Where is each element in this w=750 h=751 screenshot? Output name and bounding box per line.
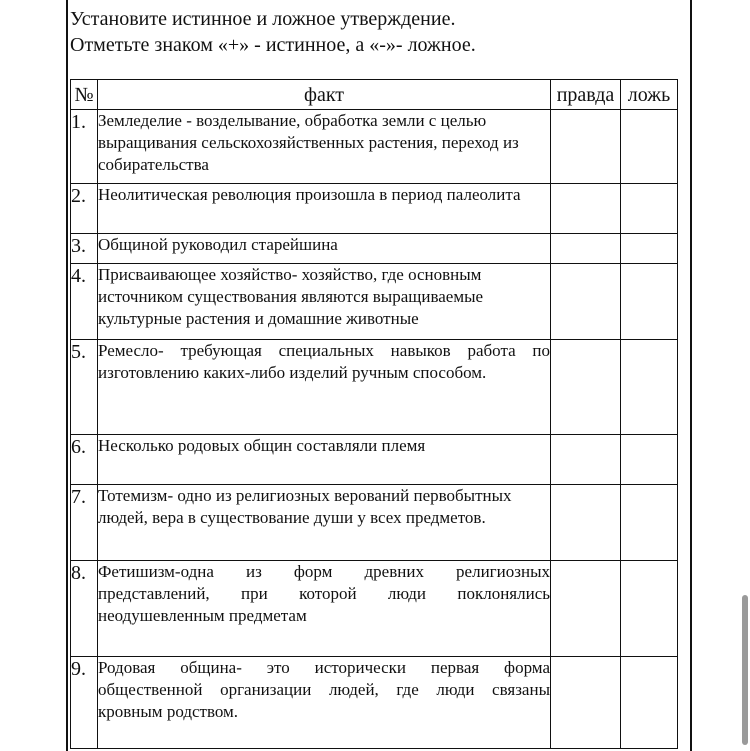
false-mark-cell[interactable] [621,561,678,657]
table-row [71,110,678,184]
table-row [71,657,678,749]
true-mark-cell[interactable] [551,561,621,657]
header-fact: факт [98,80,551,110]
true-mark-cell[interactable] [551,435,621,485]
table-row [71,184,678,234]
row-number: 2. [71,184,98,234]
task-instructions [70,6,680,58]
row-number: 3. [71,234,98,264]
fact-text: Несколько родовых общин составляли племя [98,435,551,485]
table-row [71,561,678,657]
fact-text: Тотемизм- одно из религиозных верований первобытных людей, вера в существование души у всех предметов. [98,485,551,561]
vertical-scrollbar[interactable] [742,595,748,745]
fact-text: Присваивающее хозяйство- хозяйство, где основным источником существования являются выращиваемые культурные растения и домашние животные [98,264,551,340]
instruction-line-2: Отметьте знаком «+» - истинное, а «-»- ложное. [70,34,476,56]
table-header-row [71,80,678,110]
fact-text: Земледелие - возделывание, обработка земли с целью выращивания сельскохозяйственных растения, переход из собирательства [98,110,551,184]
row-number: 4. [71,264,98,340]
table-row [71,264,678,340]
row-number: 7. [71,485,98,561]
facts-table [70,79,678,749]
true-mark-cell[interactable] [551,340,621,435]
table-row [71,435,678,485]
fact-text: Фетишизм-одна из форм древних религиозных представлений, при которой люди поклонялись неодушевленным предметам [98,561,551,657]
true-mark-cell[interactable] [551,184,621,234]
false-mark-cell[interactable] [621,435,678,485]
row-number: 6. [71,435,98,485]
row-number: 9. [71,657,98,749]
fact-text: Общиной руководил старейшина [98,234,551,264]
table-row [71,485,678,561]
row-number: 1. [71,110,98,184]
table-row [71,234,678,264]
true-mark-cell[interactable] [551,234,621,264]
row-number: 8. [71,561,98,657]
false-mark-cell[interactable] [621,184,678,234]
true-mark-cell[interactable] [551,485,621,561]
row-number: 5. [71,340,98,435]
fact-text: Родовая община- это исторически первая форма общественной организации людей, где люди связаны кровным родством. [98,657,551,749]
instruction-line-1: Установите истинное и ложное утверждение. [70,8,456,30]
fact-text: Ремесло- требующая специальных навыков работа по изготовлению каких-либо изделий ручным способом. [98,340,551,435]
false-mark-cell[interactable] [621,340,678,435]
false-mark-cell[interactable] [621,485,678,561]
fact-text: Неолитическая революция произошла в период палеолита [98,184,551,234]
true-mark-cell[interactable] [551,264,621,340]
frame-left-border [66,0,68,751]
false-mark-cell[interactable] [621,657,678,749]
table-row [71,340,678,435]
header-number: № [71,80,98,110]
false-mark-cell[interactable] [621,234,678,264]
header-true: правда [551,80,621,110]
false-mark-cell[interactable] [621,110,678,184]
header-false: ложь [621,80,678,110]
true-mark-cell[interactable] [551,657,621,749]
frame-right-border [690,0,692,751]
true-mark-cell[interactable] [551,110,621,184]
false-mark-cell[interactable] [621,264,678,340]
